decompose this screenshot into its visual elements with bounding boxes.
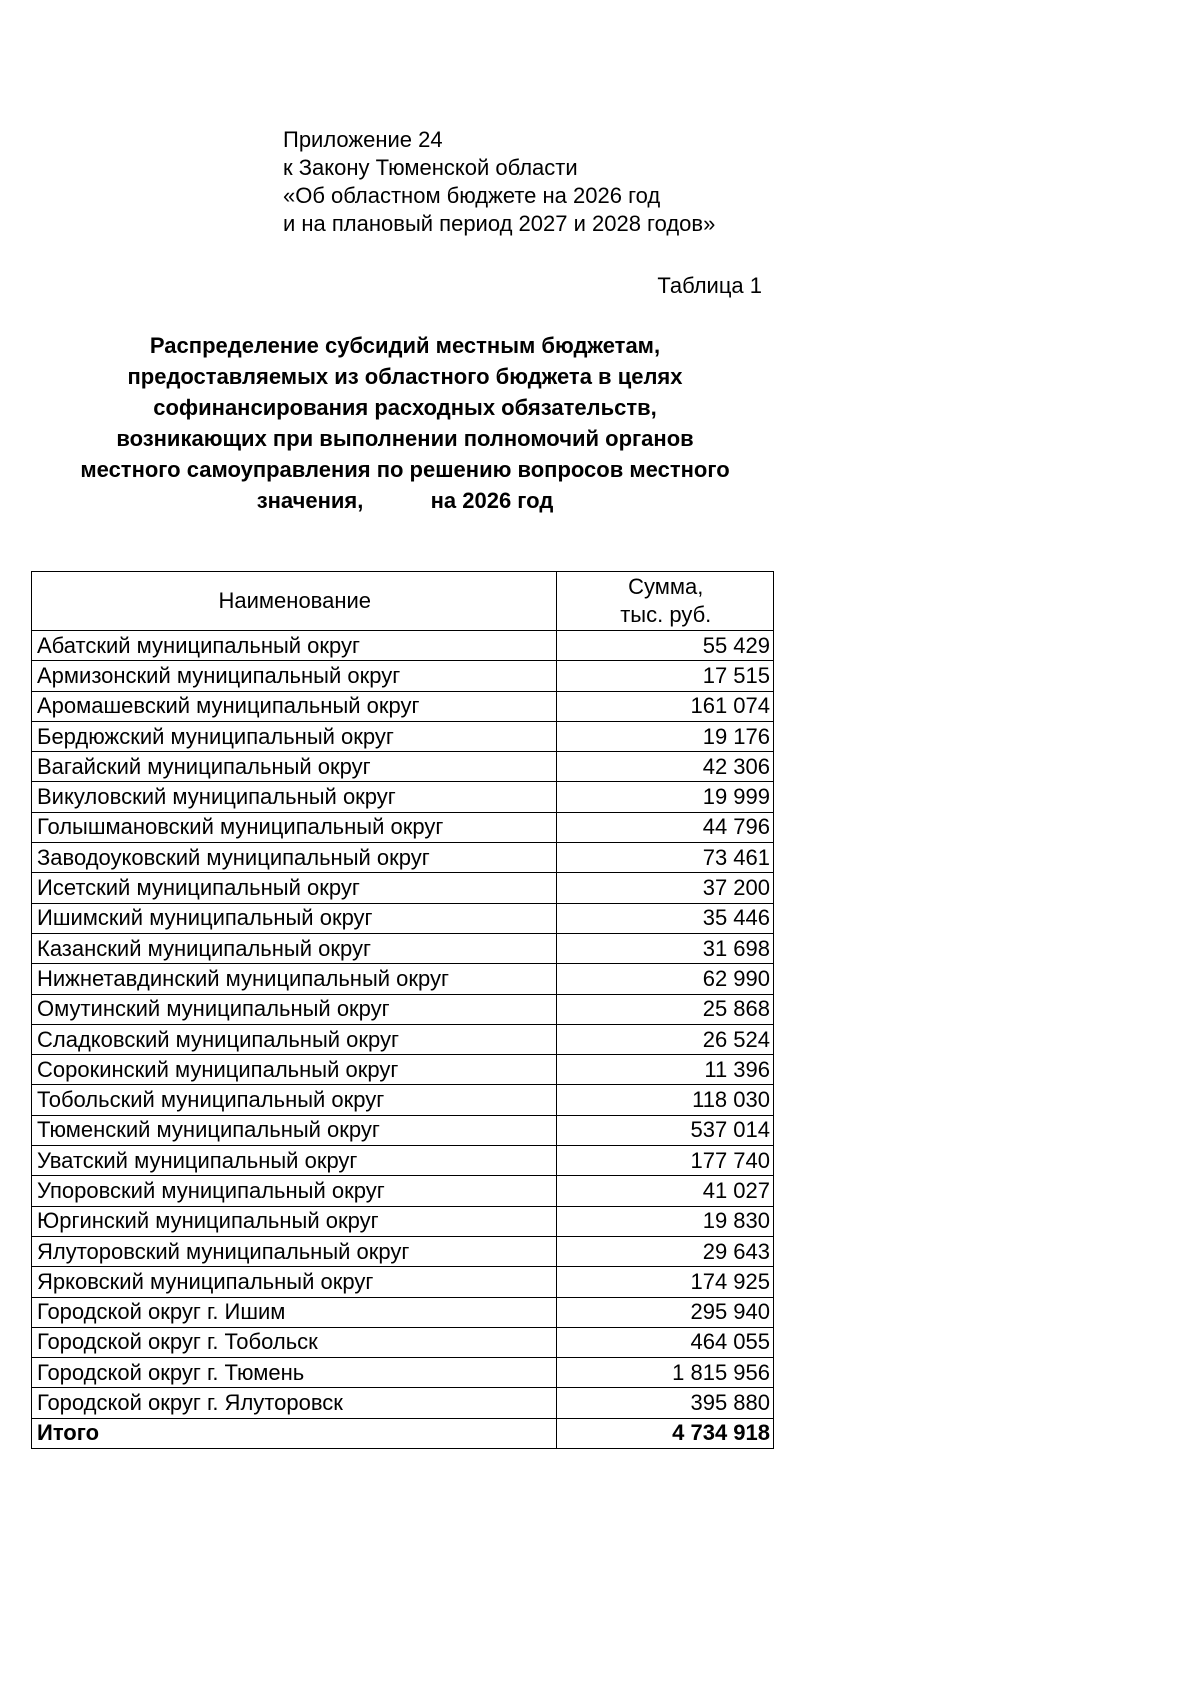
total-row — [32, 1418, 774, 1448]
table-row — [32, 1024, 774, 1054]
row-name: Ишимский муниципальный округ — [32, 903, 557, 933]
table-row — [32, 752, 774, 782]
table-row — [32, 631, 774, 661]
row-sum: 464 055 — [556, 1327, 773, 1357]
table-row — [32, 721, 774, 751]
row-sum: 42 306 — [556, 752, 773, 782]
row-sum: 395 880 — [556, 1388, 773, 1418]
table-row — [32, 1236, 774, 1266]
row-name: Бердюжский муниципальный округ — [32, 721, 557, 751]
table-row — [32, 1115, 774, 1145]
row-sum: 41 027 — [556, 1176, 773, 1206]
row-name: Юргинский муниципальный округ — [32, 1206, 557, 1236]
row-name: Абатский муниципальный округ — [32, 631, 557, 661]
table-header-row — [32, 572, 774, 631]
row-sum: 29 643 — [556, 1236, 773, 1266]
row-sum: 1 815 956 — [556, 1358, 773, 1388]
row-sum: 11 396 — [556, 1055, 773, 1085]
total-sum: 4 734 918 — [556, 1418, 773, 1448]
row-sum: 19 830 — [556, 1206, 773, 1236]
row-name: Вагайский муниципальный округ — [32, 752, 557, 782]
table-number: Таблица 1 — [657, 273, 762, 298]
table-row — [32, 1327, 774, 1357]
row-name: Упоровский муниципальный округ — [32, 1176, 557, 1206]
row-sum: 17 515 — [556, 661, 773, 691]
row-name: Омутинский муниципальный округ — [32, 994, 557, 1024]
table-row — [32, 903, 774, 933]
table-row — [32, 1146, 774, 1176]
row-sum: 25 868 — [556, 994, 773, 1024]
table-row — [32, 933, 774, 963]
appendix-line: и на плановый период 2027 и 2028 годов» — [283, 211, 716, 236]
table-row — [32, 782, 774, 812]
row-name: Ярковский муниципальный округ — [32, 1267, 557, 1297]
row-sum: 44 796 — [556, 812, 773, 842]
table-row — [32, 1267, 774, 1297]
row-sum: 118 030 — [556, 1085, 773, 1115]
row-sum: 19 999 — [556, 782, 773, 812]
table-row — [32, 1297, 774, 1327]
title-line: софинансирования расходных обязательств, — [153, 395, 657, 420]
table-row — [32, 1388, 774, 1418]
row-sum: 177 740 — [556, 1146, 773, 1176]
row-sum: 161 074 — [556, 691, 773, 721]
total-label: Итого — [32, 1418, 557, 1448]
table-row — [32, 843, 774, 873]
appendix-line: к Закону Тюменской области — [283, 155, 578, 180]
subsidies-table — [31, 571, 774, 1449]
row-sum: 295 940 — [556, 1297, 773, 1327]
header-sum-line: Сумма, — [628, 574, 704, 599]
table-row — [32, 1085, 774, 1115]
row-name: Казанский муниципальный округ — [32, 933, 557, 963]
row-name: Городской округ г. Ялуторовск — [32, 1388, 557, 1418]
row-name: Тюменский муниципальный округ — [32, 1115, 557, 1145]
table-row — [32, 661, 774, 691]
row-name: Ялуторовский муниципальный округ — [32, 1236, 557, 1266]
table-row — [32, 812, 774, 842]
table-row — [32, 691, 774, 721]
table-row — [32, 1055, 774, 1085]
row-name: Исетский муниципальный округ — [32, 873, 557, 903]
row-sum: 73 461 — [556, 843, 773, 873]
appendix-line: Приложение 24 — [283, 127, 443, 152]
title-line: предоставляемых из областного бюджета в целях — [127, 364, 683, 389]
table-row — [32, 994, 774, 1024]
table-row — [32, 1358, 774, 1388]
document-title — [30, 330, 780, 516]
row-sum: 537 014 — [556, 1115, 773, 1145]
appendix-block — [283, 126, 715, 238]
title-line: значения, на 2026 год — [256, 488, 554, 513]
title-line: местного самоуправления по решению вопросов местного — [80, 457, 730, 482]
title-line: возникающих при выполнении полномочий органов — [116, 426, 694, 451]
row-name: Городской округ г. Тобольск — [32, 1327, 557, 1357]
row-sum: 19 176 — [556, 721, 773, 751]
table-row — [32, 873, 774, 903]
header-name: Наименование — [32, 572, 557, 631]
row-name: Аромашевский муниципальный округ — [32, 691, 557, 721]
row-sum: 174 925 — [556, 1267, 773, 1297]
table-row — [32, 964, 774, 994]
row-sum: 31 698 — [556, 933, 773, 963]
table-row — [32, 1206, 774, 1236]
header-sum-line: тыс. руб. — [620, 602, 712, 627]
row-sum: 55 429 — [556, 631, 773, 661]
row-name: Сладковский муниципальный округ — [32, 1024, 557, 1054]
row-sum: 62 990 — [556, 964, 773, 994]
row-name: Голышмановский муниципальный округ — [32, 812, 557, 842]
row-name: Сорокинский муниципальный округ — [32, 1055, 557, 1085]
title-line: Распределение субсидий местным бюджетам, — [149, 333, 661, 358]
appendix-line: «Об областном бюджете на 2026 год — [283, 183, 661, 208]
row-name: Городской округ г. Тюмень — [32, 1358, 557, 1388]
row-sum: 35 446 — [556, 903, 773, 933]
header-sum — [556, 572, 773, 631]
row-name: Викуловский муниципальный округ — [32, 782, 557, 812]
row-name: Городской округ г. Ишим — [32, 1297, 557, 1327]
row-name: Уватский муниципальный округ — [32, 1146, 557, 1176]
row-name: Нижнетавдинский муниципальный округ — [32, 964, 557, 994]
row-sum: 37 200 — [556, 873, 773, 903]
row-sum: 26 524 — [556, 1024, 773, 1054]
row-name: Армизонский муниципальный округ — [32, 661, 557, 691]
row-name: Тобольский муниципальный округ — [32, 1085, 557, 1115]
row-name: Заводоуковский муниципальный округ — [32, 843, 557, 873]
table-row — [32, 1176, 774, 1206]
table-body — [32, 631, 774, 1449]
